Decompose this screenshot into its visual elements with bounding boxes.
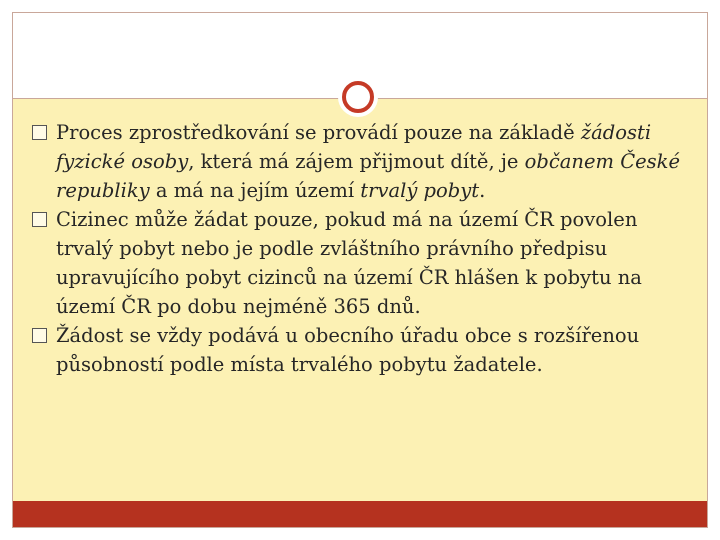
bullet-1-text-3: , která má zájem přijmout dítě, je — [188, 150, 525, 173]
bullet-square-icon — [32, 212, 47, 227]
bullet-square-icon — [32, 328, 47, 343]
ring-icon — [338, 77, 378, 117]
ring-icon-inner — [342, 81, 374, 113]
bullet-item-3 — [32, 321, 692, 379]
bullet-1-text-1: Proces zprostředkování se provádí pouze na základě — [56, 121, 581, 144]
bullet-item-1 — [32, 118, 692, 205]
bullet-3-text: Žádost se vždy podává u obecního úřadu obce s rozšířenou působností podle místa trvalého pobytu žadatele. — [56, 324, 640, 376]
bullet-list — [32, 118, 692, 379]
bullet-1-text-7: . — [479, 179, 486, 202]
bullet-2-text: Cizinec může žádat pouze, pokud má na území ČR povolen trvalý pobyt nebo je podle zvláštního právního předpisu upravujícího pobyt cizinců na území ČR hlášen k pobytu na území ČR po dobu nejméně 365 dnů. — [56, 208, 642, 318]
bullet-1-text-6: trvalý pobyt — [360, 179, 480, 202]
slide-footer-bar — [13, 501, 707, 527]
bullet-1-text-2: žádosti fyzické osoby — [56, 121, 652, 173]
bullet-square-icon — [32, 125, 47, 140]
bullet-1-text-5: a má na jejím území — [149, 179, 361, 202]
bullet-1-text-4: občanem České republiky — [56, 150, 681, 202]
bullet-item-2 — [32, 205, 692, 321]
